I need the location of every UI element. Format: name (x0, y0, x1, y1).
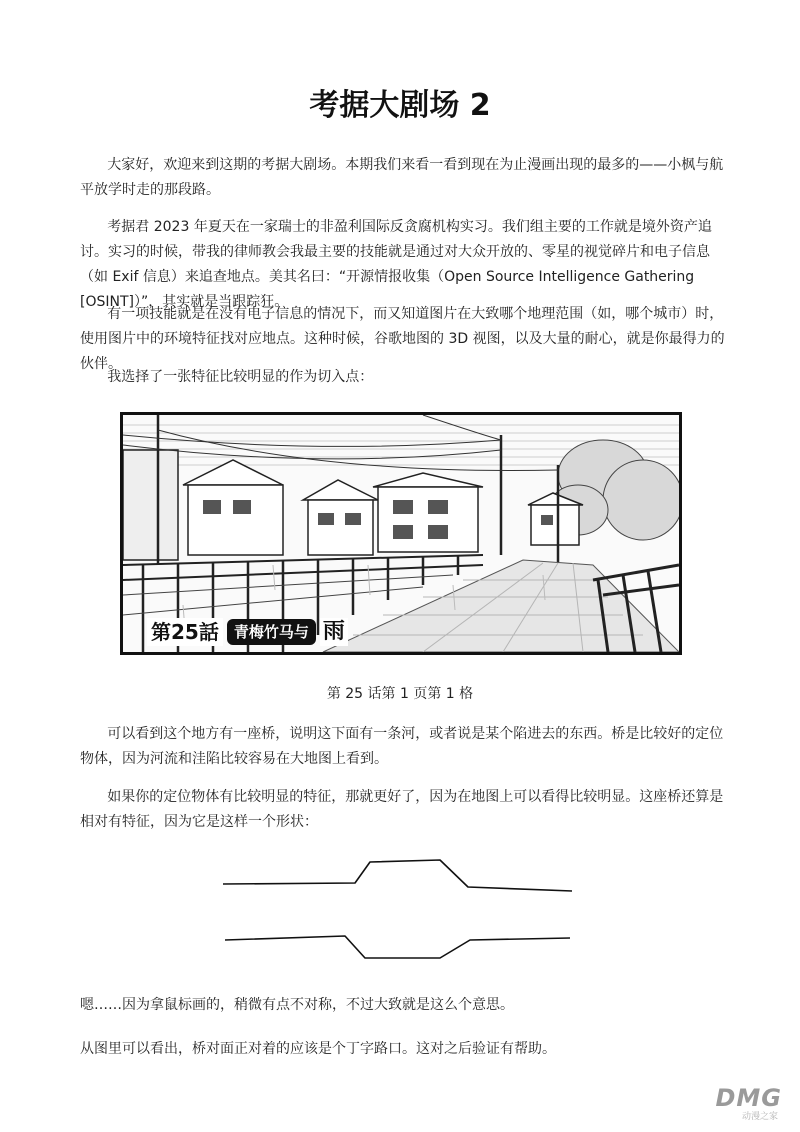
bridge-shape-sketch (215, 850, 580, 960)
chapter-title-tag: 青梅竹马与 (227, 619, 316, 645)
watermark-subtext: 动漫之家 (741, 1112, 778, 1122)
paragraph-t-junction: 从图里可以看出，桥对面正对着的应该是个丁字路口。这对之后验证有帮助。 (80, 1041, 556, 1057)
chapter-label (147, 618, 348, 646)
paragraph-osint: 考据君 2023 年夏天在一家瑞士的非盈利国际反贪腐机构实习。我们组主要的工作就是境外资产追讨。实习的时候，带我的律师教会我最主要的技能就是通过对大众开放的、零星的视觉碎片和电子信息（如 Exif 信息）来追查地点。美其名曰：“开源情报收集（Open Source Intelligence Gathering [OSINT]）”，其实就是当跟踪狂。 (80, 219, 712, 310)
paragraph-shape: 如果你的定位物体有比较明显的特征，那就更好了，因为在地图上可以看得比较明显。这座桥还算是相对有特征，因为它是这样一个形状： (80, 789, 724, 830)
page-title: 考据大剧场 2 (309, 88, 491, 123)
paragraph-intro: 大家好，欢迎来到这期的考据大剧场。本期我们来看一看到现在为止漫画出现的最多的——小枫与航平放学时走的那段路。 (80, 157, 724, 198)
watermark-logo: DMG (715, 1084, 782, 1112)
image-caption: 第 25 话第 1 页第 1 格 (326, 686, 474, 702)
paragraph-bridge: 可以看到这个地方有一座桥，说明这下面有一条河，或者说是某个陷进去的东西。桥是比较好的定位物体，因为河流和洼陷比较容易在大地图上看到。 (80, 726, 724, 767)
paragraph-mouse-note: 嗯……因为拿鼠标画的，稍微有点不对称，不过大致就是这么个意思。 (80, 997, 514, 1013)
manga-panel-image (120, 412, 682, 655)
paragraph-choice: 我选择了一张特征比较明显的作为切入点： (107, 369, 374, 385)
chapter-number: 第25話 (147, 618, 223, 646)
paragraph-skill: 有一项技能就是在没有电子信息的情况下，而又知道图片在大致哪个地理范围（如，哪个城市）时，使用图片中的环境特征找对应地点。这种时候，谷歌地图的 3D 视图，以及大量的耐心，就是你最得力的伙伴。 (80, 306, 725, 372)
site-watermark (662, 1082, 782, 1122)
chapter-title-rain: 雨 (320, 618, 348, 646)
manga-street-scene (123, 415, 679, 652)
